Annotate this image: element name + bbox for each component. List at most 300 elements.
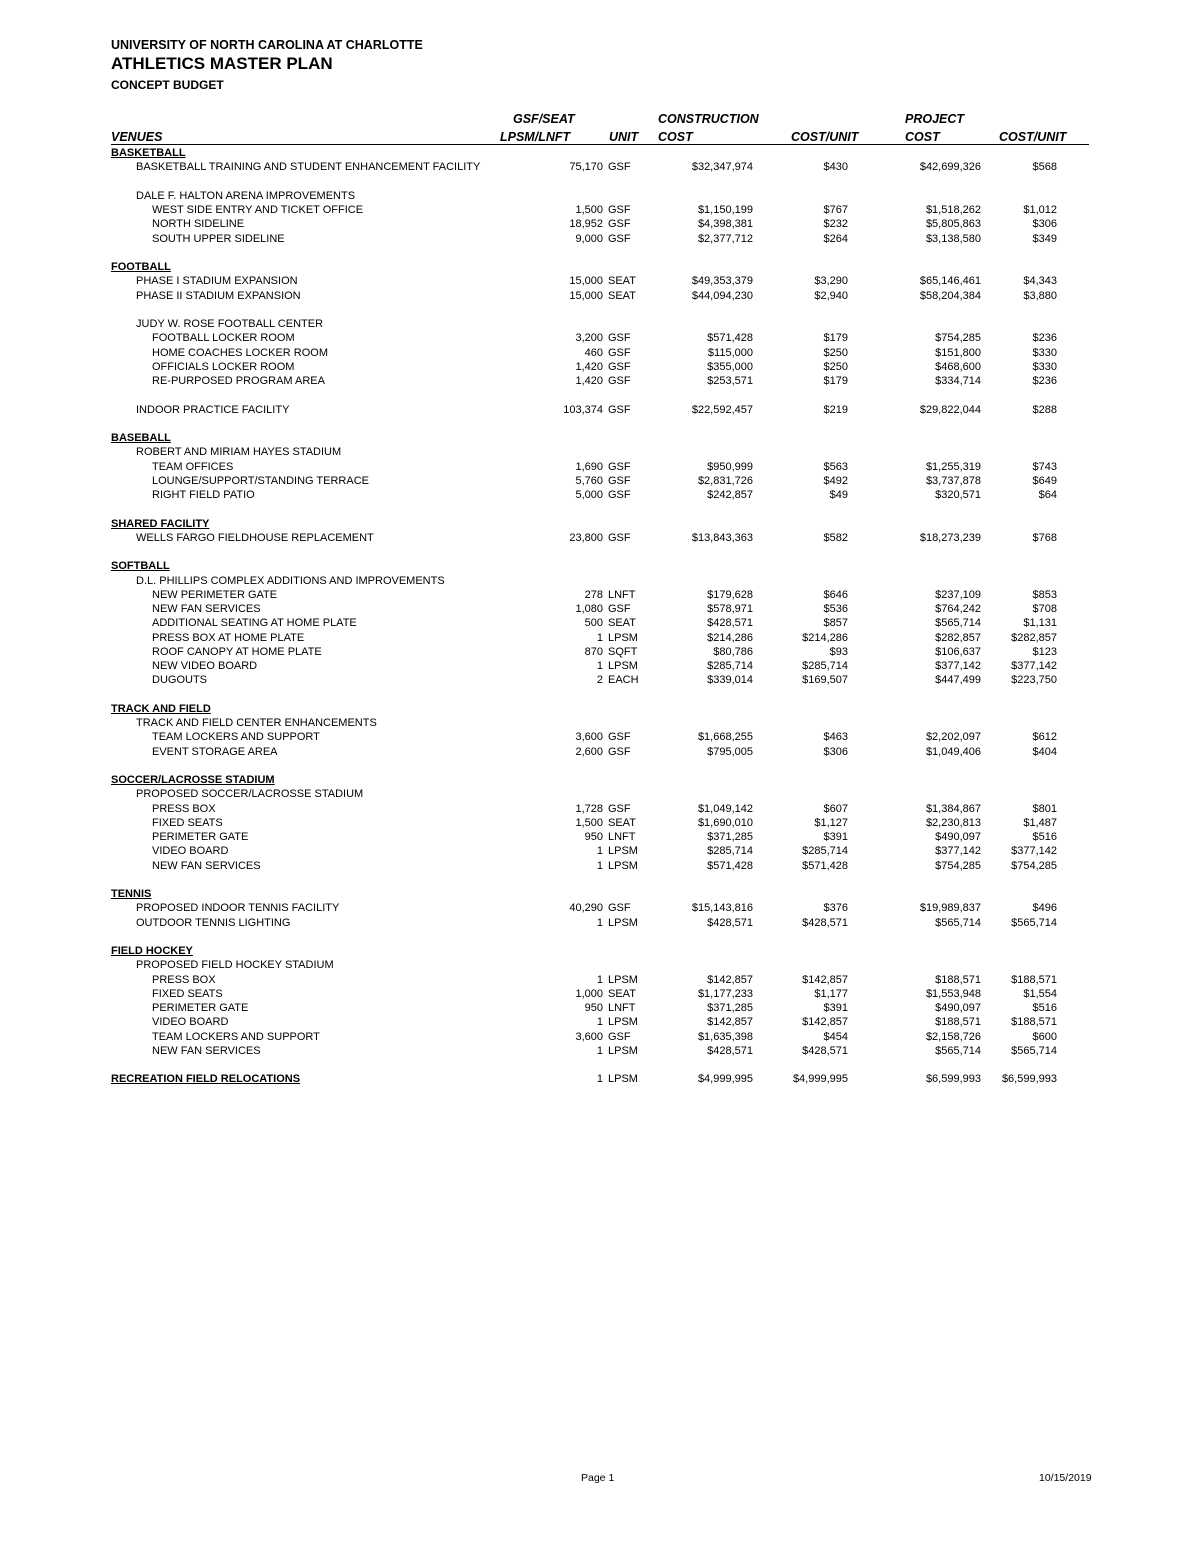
unit-cell: GSF xyxy=(608,745,631,758)
quantity-cell: 2,600 xyxy=(575,745,603,758)
construction-cost-cell: $49,353,379 xyxy=(691,275,753,288)
project-cost-cell: $2,158,726 xyxy=(925,1030,981,1043)
construction-cost-cell: $44,094,230 xyxy=(691,289,753,302)
venue-label: DUGOUTS xyxy=(152,674,207,687)
unit-cell: LPSM xyxy=(608,845,638,858)
project-cost-cell: $1,553,948 xyxy=(925,987,981,1000)
unit-cell: GSF xyxy=(608,802,631,815)
unit-cell: LPSM xyxy=(608,859,638,872)
table-row xyxy=(0,531,1200,545)
project-cost-per-unit-cell: $1,131 xyxy=(1023,617,1057,630)
quantity-cell: 1 xyxy=(596,660,603,672)
construction-cost-per-unit-cell: $454 xyxy=(823,1030,848,1043)
venue-label: RE-PURPOSED PROGRAM AREA xyxy=(152,375,325,387)
project-cost-cell: $764,242 xyxy=(935,603,981,615)
project-cost-cell: $447,499 xyxy=(935,674,981,687)
header-rule xyxy=(111,144,1089,145)
table-row xyxy=(0,901,1200,915)
construction-cost-cell: $950,999 xyxy=(707,460,753,473)
construction-cost-cell: $115,000 xyxy=(707,346,753,359)
project-cost-per-unit-cell: $188,571 xyxy=(1011,1016,1057,1029)
project-cost-cell: $1,255,319 xyxy=(925,460,981,473)
section-row xyxy=(0,702,1200,716)
budget-table xyxy=(0,146,1200,1087)
project-cost-per-unit-cell: $649 xyxy=(1032,474,1057,487)
venue-label: PERIMETER GATE xyxy=(152,1002,249,1014)
table-row xyxy=(0,830,1200,844)
unit-cell: LPSM xyxy=(608,1073,638,1086)
unit-cell: GSF xyxy=(608,161,631,174)
venue-label: VIDEO BOARD xyxy=(152,1016,229,1029)
quantity-cell: 1 xyxy=(596,845,603,858)
venue-label: TEAM OFFICES xyxy=(152,460,234,473)
venue-label: OFFICIALS LOCKER ROOM xyxy=(152,360,295,373)
quantity-cell: 500 xyxy=(584,617,603,630)
construction-cost-per-unit-cell: $264 xyxy=(823,232,848,245)
project-cost-per-unit-cell: $123 xyxy=(1032,645,1057,658)
quantity-cell: 1,080 xyxy=(575,603,603,615)
quantity-cell: 103,374 xyxy=(563,403,603,416)
section-row xyxy=(0,887,1200,901)
table-row xyxy=(0,616,1200,630)
project-cost-per-unit-cell: $516 xyxy=(1032,1002,1057,1014)
section-row xyxy=(0,773,1200,787)
project-cost-per-unit-cell: $516 xyxy=(1032,831,1057,843)
project-cost-per-unit-cell: $349 xyxy=(1032,232,1057,245)
project-cost-cell: $1,384,867 xyxy=(925,802,981,815)
project-cost-cell: $237,109 xyxy=(935,588,981,601)
section-label: BASKETBALL xyxy=(111,147,186,159)
project-cost-per-unit-cell: $754,285 xyxy=(1011,859,1057,872)
venue-label: ROBERT AND MIRIAM HAYES STADIUM xyxy=(136,446,342,459)
venue-label: NEW FAN SERVICES xyxy=(152,859,261,872)
quantity-cell: 9,000 xyxy=(575,232,603,245)
page-number: Page 1 xyxy=(581,1472,615,1484)
venue-label: PROPOSED SOCCER/LACROSSE STADIUM xyxy=(136,788,364,801)
quantity-cell: 15,000 xyxy=(569,275,603,288)
venue-label: NEW FAN SERVICES xyxy=(152,1044,261,1057)
venue-label: TEAM LOCKERS AND SUPPORT xyxy=(152,731,320,744)
construction-cost-per-unit-cell: $285,714 xyxy=(802,660,848,672)
project-cost-per-unit-cell: $282,857 xyxy=(1011,631,1057,644)
table-row xyxy=(0,160,1200,174)
project-cost-per-unit-cell: $4,343 xyxy=(1023,275,1057,288)
project-cost-per-unit-cell: $236 xyxy=(1032,375,1057,387)
project-cost-per-unit-cell: $1,487 xyxy=(1023,816,1057,829)
project-cost-cell: $5,805,863 xyxy=(925,218,981,231)
project-cost-per-unit-cell: $64 xyxy=(1038,489,1057,501)
section-row xyxy=(0,1072,1200,1086)
table-row xyxy=(0,1030,1200,1044)
project-cost-cell: $1,049,406 xyxy=(925,745,981,758)
venue-label: PROPOSED FIELD HOCKEY STADIUM xyxy=(136,959,334,972)
project-cost-per-unit-cell: $768 xyxy=(1032,531,1057,544)
construction-cost-per-unit-cell: $571,428 xyxy=(802,859,848,872)
venue-label: WELLS FARGO FIELDHOUSE REPLACEMENT xyxy=(136,531,374,544)
quantity-cell: 278 xyxy=(584,588,603,601)
unit-cell: SQFT xyxy=(608,645,638,658)
construction-cost-per-unit-cell: $49 xyxy=(829,489,848,501)
venue-label: FIXED SEATS xyxy=(152,987,223,1000)
quantity-cell: 3,600 xyxy=(575,731,603,744)
print-date: 10/15/2019 xyxy=(1039,1472,1092,1484)
project-cost-per-unit-cell: $404 xyxy=(1032,745,1057,758)
col-project-top: PROJECT xyxy=(905,112,965,126)
table-row xyxy=(0,460,1200,474)
construction-cost-per-unit-cell: $142,857 xyxy=(802,1016,848,1029)
project-cost-cell: $188,571 xyxy=(935,973,981,986)
construction-cost-per-unit-cell: $3,290 xyxy=(814,275,848,288)
section-row xyxy=(0,260,1200,274)
unit-cell: GSF xyxy=(608,346,631,359)
quantity-cell: 15,000 xyxy=(569,289,603,302)
project-cost-per-unit-cell: $188,571 xyxy=(1011,973,1057,986)
unit-cell: SEAT xyxy=(608,275,636,288)
project-cost-per-unit-cell: $568 xyxy=(1032,161,1057,174)
unit-cell: LPSM xyxy=(608,660,638,672)
construction-cost-cell: $1,150,199 xyxy=(697,204,753,216)
section-label: SOFTBALL xyxy=(111,560,170,573)
project-cost-cell: $18,273,239 xyxy=(919,531,981,544)
venue-label: HOME COACHES LOCKER ROOM xyxy=(152,346,329,359)
unit-cell: GSF xyxy=(608,460,631,473)
quantity-cell: 1,000 xyxy=(575,987,603,1000)
quantity-cell: 40,290 xyxy=(569,902,603,915)
construction-cost-per-unit-cell: $607 xyxy=(823,802,848,815)
table-row xyxy=(0,1001,1200,1015)
construction-cost-per-unit-cell: $391 xyxy=(823,831,848,843)
construction-cost-per-unit-cell: $492 xyxy=(823,474,848,487)
quantity-cell: 1,420 xyxy=(575,360,603,373)
unit-cell: GSF xyxy=(608,218,631,231)
table-row xyxy=(0,958,1200,972)
construction-cost-cell: $428,571 xyxy=(707,617,753,630)
construction-cost-per-unit-cell: $142,857 xyxy=(802,973,848,986)
construction-cost-per-unit-cell: $391 xyxy=(823,1002,848,1014)
project-cost-per-unit-cell: $600 xyxy=(1032,1030,1057,1043)
unit-cell: GSF xyxy=(608,902,631,915)
table-row xyxy=(0,488,1200,502)
construction-cost-cell: $1,668,255 xyxy=(697,731,753,744)
construction-cost-cell: $795,005 xyxy=(707,745,753,758)
spacer-row xyxy=(0,759,1200,773)
project-cost-per-unit-cell: $288 xyxy=(1032,403,1057,416)
project-cost-cell: $3,138,580 xyxy=(925,232,981,245)
quantity-cell: 1,420 xyxy=(575,375,603,387)
col-construction-bottom: COST xyxy=(658,130,693,144)
construction-cost-per-unit-cell: $179 xyxy=(823,332,848,345)
table-row xyxy=(0,659,1200,673)
section-row xyxy=(0,517,1200,531)
construction-cost-per-unit-cell: $179 xyxy=(823,375,848,387)
unit-cell: LPSM xyxy=(608,973,638,986)
venue-label: PHASE I STADIUM EXPANSION xyxy=(136,275,298,288)
table-row xyxy=(0,217,1200,231)
venue-label: BASKETBALL TRAINING AND STUDENT ENHANCEMENT FACILITY xyxy=(136,161,481,174)
construction-cost-cell: $214,286 xyxy=(707,631,753,644)
project-cost-cell: $490,097 xyxy=(935,831,981,843)
venue-label: DALE F. HALTON ARENA IMPROVEMENTS xyxy=(136,189,356,202)
col-construction-top: CONSTRUCTION xyxy=(658,112,759,126)
unit-cell: LNFT xyxy=(608,831,636,843)
construction-cost-per-unit-cell: $563 xyxy=(823,460,848,473)
spacer-row xyxy=(0,175,1200,189)
quantity-cell: 1 xyxy=(596,1016,603,1029)
unit-cell: GSF xyxy=(608,232,631,245)
table-row xyxy=(0,802,1200,816)
spacer-row xyxy=(0,388,1200,402)
venue-label: OUTDOOR TENNIS LIGHTING xyxy=(136,916,291,929)
project-cost-cell: $3,737,878 xyxy=(925,474,981,487)
project-cost-per-unit-cell: $496 xyxy=(1032,902,1057,915)
col-gsf-bottom: LPSM/LNFT xyxy=(500,130,571,144)
construction-cost-per-unit-cell: $428,571 xyxy=(802,1044,848,1057)
venue-label: EVENT STORAGE AREA xyxy=(152,745,278,758)
project-cost-cell: $19,989,837 xyxy=(919,902,981,915)
construction-cost-per-unit-cell: $536 xyxy=(823,603,848,615)
table-row xyxy=(0,730,1200,744)
venue-label: INDOOR PRACTICE FACILITY xyxy=(136,403,290,416)
table-row xyxy=(0,274,1200,288)
construction-cost-cell: $179,628 xyxy=(707,588,753,601)
quantity-cell: 75,170 xyxy=(569,161,603,174)
project-cost-per-unit-cell: $3,880 xyxy=(1023,289,1057,302)
construction-cost-cell: $4,398,381 xyxy=(697,218,753,231)
table-row xyxy=(0,816,1200,830)
project-cost-per-unit-cell: $708 xyxy=(1032,603,1057,615)
project-cost-cell: $6,599,993 xyxy=(925,1073,981,1086)
spacer-row xyxy=(0,1058,1200,1072)
project-cost-cell: $282,857 xyxy=(935,631,981,644)
venue-label: LOUNGE/SUPPORT/STANDING TERRACE xyxy=(152,474,369,487)
venue-label: FOOTBALL LOCKER ROOM xyxy=(152,332,295,345)
construction-cost-cell: $80,786 xyxy=(713,645,753,658)
table-row xyxy=(0,232,1200,246)
venue-label: PERIMETER GATE xyxy=(152,831,249,843)
project-cost-cell: $565,714 xyxy=(935,916,981,929)
construction-cost-per-unit-cell: $2,940 xyxy=(814,289,848,302)
venue-label: PRESS BOX xyxy=(152,973,216,986)
table-row xyxy=(0,403,1200,417)
construction-cost-per-unit-cell: $857 xyxy=(823,617,848,630)
quantity-cell: 1 xyxy=(596,1073,603,1086)
table-row xyxy=(0,673,1200,687)
construction-cost-cell: $371,285 xyxy=(707,831,753,843)
construction-cost-per-unit-cell: $306 xyxy=(823,745,848,758)
project-cost-cell: $2,230,813 xyxy=(925,816,981,829)
table-row xyxy=(0,346,1200,360)
unit-cell: SEAT xyxy=(608,816,636,829)
project-cost-cell: $65,146,461 xyxy=(919,275,981,288)
unit-cell: LNFT xyxy=(608,588,636,601)
construction-cost-per-unit-cell: $463 xyxy=(823,731,848,744)
page-subtitle: CONCEPT BUDGET xyxy=(111,78,224,92)
quantity-cell: 1,500 xyxy=(575,204,603,216)
section-label: SHARED FACILITY xyxy=(111,517,210,530)
construction-cost-cell: $428,571 xyxy=(707,916,753,929)
venue-label: TRACK AND FIELD CENTER ENHANCEMENTS xyxy=(136,717,377,729)
project-cost-cell: $377,142 xyxy=(935,660,981,672)
project-cost-cell: $151,800 xyxy=(935,346,981,359)
col-unit: UNIT xyxy=(609,130,639,144)
project-cost-cell: $42,699,326 xyxy=(919,161,981,174)
project-cost-cell: $58,204,384 xyxy=(919,289,981,302)
project-cost-per-unit-cell: $853 xyxy=(1032,588,1057,601)
project-cost-cell: $754,285 xyxy=(935,332,981,345)
project-cost-cell: $188,571 xyxy=(935,1016,981,1029)
table-row xyxy=(0,317,1200,331)
construction-cost-per-unit-cell: $232 xyxy=(823,218,848,231)
project-cost-per-unit-cell: $306 xyxy=(1032,218,1057,231)
spacer-row xyxy=(0,930,1200,944)
unit-cell: LPSM xyxy=(608,1044,638,1057)
section-row xyxy=(0,146,1200,160)
venue-label: NEW PERIMETER GATE xyxy=(152,588,278,601)
section-label: TENNIS xyxy=(111,888,152,900)
unit-cell: GSF xyxy=(608,375,631,387)
construction-cost-per-unit-cell: $430 xyxy=(823,161,848,174)
construction-cost-per-unit-cell: $376 xyxy=(823,902,848,915)
construction-cost-cell: $22,592,457 xyxy=(691,403,753,416)
construction-cost-cell: $4,999,995 xyxy=(697,1073,753,1086)
construction-cost-cell: $339,014 xyxy=(707,674,753,687)
table-row xyxy=(0,189,1200,203)
unit-cell: GSF xyxy=(608,332,631,345)
construction-cost-cell: $1,049,142 xyxy=(697,802,753,815)
unit-cell: LPSM xyxy=(608,631,638,644)
venue-label: RIGHT FIELD PATIO xyxy=(152,489,255,501)
unit-cell: GSF xyxy=(608,731,631,744)
section-label: BASEBALL xyxy=(111,432,171,444)
project-cost-cell: $1,518,262 xyxy=(925,204,981,216)
venue-label: NEW VIDEO BOARD xyxy=(152,660,258,672)
project-cost-per-unit-cell: $1,012 xyxy=(1023,204,1057,216)
venue-label: NORTH SIDELINE xyxy=(152,218,245,231)
quantity-cell: 1,690 xyxy=(575,460,603,473)
table-row xyxy=(0,844,1200,858)
venue-label: TEAM LOCKERS AND SUPPORT xyxy=(152,1030,320,1043)
venue-label: NEW FAN SERVICES xyxy=(152,603,261,615)
construction-cost-cell: $142,857 xyxy=(707,1016,753,1029)
project-cost-per-unit-cell: $565,714 xyxy=(1011,916,1057,929)
quantity-cell: 1,728 xyxy=(575,802,603,815)
project-cost-per-unit-cell: $743 xyxy=(1032,460,1057,473)
table-row xyxy=(0,631,1200,645)
construction-cost-cell: $2,831,726 xyxy=(697,474,753,487)
construction-cost-per-unit-cell: $646 xyxy=(823,588,848,601)
table-row xyxy=(0,374,1200,388)
construction-cost-per-unit-cell: $250 xyxy=(823,360,848,373)
org-name: UNIVERSITY OF NORTH CAROLINA AT CHARLOTTE xyxy=(111,38,423,52)
col-gsf-top: GSF/SEAT xyxy=(513,112,575,126)
project-cost-cell: $29,822,044 xyxy=(919,403,981,416)
table-row xyxy=(0,987,1200,1001)
quantity-cell: 950 xyxy=(584,831,603,843)
venue-label: D.L. PHILLIPS COMPLEX ADDITIONS AND IMPROVEMENTS xyxy=(136,574,445,587)
spacer-row xyxy=(0,303,1200,317)
project-cost-cell: $565,714 xyxy=(935,617,981,630)
project-cost-per-unit-cell: $330 xyxy=(1032,360,1057,373)
section-label: FIELD HOCKEY xyxy=(111,945,193,957)
project-cost-cell: $490,097 xyxy=(935,1002,981,1014)
construction-cost-cell: $1,635,398 xyxy=(697,1030,753,1043)
quantity-cell: 2 xyxy=(596,674,603,687)
venue-label: PROPOSED INDOOR TENNIS FACILITY xyxy=(136,902,340,915)
unit-cell: LPSM xyxy=(608,916,638,929)
page-title: ATHLETICS MASTER PLAN xyxy=(111,54,333,73)
quantity-cell: 1 xyxy=(596,1044,603,1057)
venue-label: SOUTH UPPER SIDELINE xyxy=(152,232,285,245)
table-row xyxy=(0,445,1200,459)
section-label: RECREATION FIELD RELOCATIONS xyxy=(111,1073,301,1086)
project-cost-per-unit-cell: $612 xyxy=(1032,731,1057,744)
project-cost-per-unit-cell: $377,142 xyxy=(1011,845,1057,858)
table-row xyxy=(0,203,1200,217)
construction-cost-per-unit-cell: $1,127 xyxy=(814,816,848,829)
table-row xyxy=(0,787,1200,801)
venue-label: PHASE II STADIUM EXPANSION xyxy=(136,289,301,302)
construction-cost-cell: $242,857 xyxy=(707,489,753,501)
construction-cost-per-unit-cell: $767 xyxy=(823,204,848,216)
construction-cost-per-unit-cell: $250 xyxy=(823,346,848,359)
table-row xyxy=(0,916,1200,930)
unit-cell: GSF xyxy=(608,204,631,216)
quantity-cell: 950 xyxy=(584,1002,603,1014)
project-cost-cell: $2,202,097 xyxy=(925,731,981,744)
table-row xyxy=(0,745,1200,759)
table-row xyxy=(0,859,1200,873)
quantity-cell: 3,200 xyxy=(575,332,603,345)
quantity-cell: 1 xyxy=(596,631,603,644)
venue-label: WEST SIDE ENTRY AND TICKET OFFICE xyxy=(152,204,364,216)
spacer-row xyxy=(0,545,1200,559)
table-row xyxy=(0,331,1200,345)
unit-cell: GSF xyxy=(608,603,631,615)
venue-label: PRESS BOX xyxy=(152,802,216,815)
quantity-cell: 1 xyxy=(596,973,603,986)
project-cost-cell: $320,571 xyxy=(935,489,981,501)
project-cost-per-unit-cell: $377,142 xyxy=(1011,660,1057,672)
project-cost-cell: $106,637 xyxy=(935,645,981,658)
unit-cell: LNFT xyxy=(608,1002,636,1014)
construction-cost-cell: $1,690,010 xyxy=(697,816,753,829)
construction-cost-per-unit-cell: $4,999,995 xyxy=(792,1073,848,1086)
project-cost-per-unit-cell: $1,554 xyxy=(1023,987,1057,1000)
unit-cell: SEAT xyxy=(608,289,636,302)
unit-cell: GSF xyxy=(608,474,631,487)
venue-label: FIXED SEATS xyxy=(152,816,223,829)
spacer-row xyxy=(0,502,1200,516)
construction-cost-cell: $285,714 xyxy=(707,845,753,858)
quantity-cell: 870 xyxy=(584,645,603,658)
construction-cost-cell: $571,428 xyxy=(707,859,753,872)
construction-cost-per-unit-cell: $169,507 xyxy=(802,674,848,687)
project-cost-per-unit-cell: $801 xyxy=(1032,802,1057,815)
spacer-row xyxy=(0,873,1200,887)
project-cost-per-unit-cell: $223,750 xyxy=(1011,674,1057,687)
section-label: SOCCER/LACROSSE STADIUM xyxy=(111,774,275,786)
venue-label: ADDITIONAL SEATING AT HOME PLATE xyxy=(152,617,357,630)
spacer-row xyxy=(0,246,1200,260)
construction-cost-per-unit-cell: $93 xyxy=(829,645,848,658)
table-row xyxy=(0,645,1200,659)
unit-cell: SEAT xyxy=(608,987,636,1000)
unit-cell: GSF xyxy=(608,403,631,416)
table-row xyxy=(0,289,1200,303)
project-cost-cell: $334,714 xyxy=(935,375,981,387)
table-row xyxy=(0,474,1200,488)
project-cost-per-unit-cell: $6,599,993 xyxy=(1001,1073,1057,1086)
